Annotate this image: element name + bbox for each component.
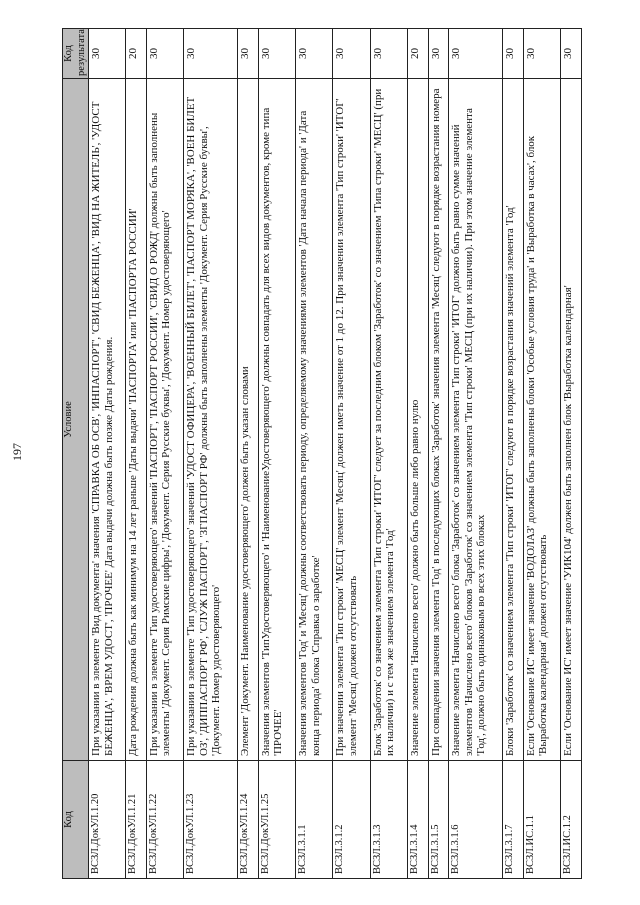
row-result-code: 20: [408, 29, 429, 79]
table-row: [523, 29, 560, 879]
row-result-code: 30: [146, 29, 183, 79]
row-code: ВСЗЛ.3.1.4: [408, 761, 429, 879]
row-result-code: 30: [449, 29, 503, 79]
row-result-code: 30: [89, 29, 126, 79]
table-row: [333, 29, 370, 879]
table-row: [184, 29, 238, 879]
row-condition: При значении элемента 'Тип строки' 'МЕСЦ' элемент 'Месяц' должен иметь значение от 1 до 12. При значении элемента 'Тип строки' 'ИТОГ' элемент 'Месяц' должен отсутствовать: [333, 79, 370, 761]
row-condition: При указании в элементе 'Вид документа' значения 'СПРАВКА ОБ ОСВ', 'ИНПАСПОРТ', 'СВИД БЕЖЕНЦА', 'ВИД НА ЖИТЕЛЬ', 'УДОСТ БЕЖЕНЦА', 'ВРЕМ УДОСТ', 'ПРОЧЕЕ' Дата выдачи должна быть позже Даты рождения.: [89, 79, 126, 761]
row-code: ВСЗЛ.ДокУЛ.1.20: [89, 761, 126, 879]
row-result-code: 30: [428, 29, 449, 79]
header-result-code: Код результата: [63, 29, 89, 79]
row-code: ВСЗЛ.3.1.3: [370, 761, 407, 879]
table-row: [561, 29, 582, 879]
row-code: ВСЗЛ.ИС.1.1: [523, 761, 560, 879]
table-row: [408, 29, 429, 879]
row-condition: Значение элемента 'Начислено всего' блока 'Заработок' со значением элемента 'Тип строки' 'ИТОГ' должно быть равно сумме значений элементов 'Начислено всего' блоков 'Заработок' со значением элемента 'Тип строки' МЕСЦ (при их наличии). При этом значение элемента 'Год', должно быть одинаковым во всех этих блоках: [449, 79, 503, 761]
table-row: [258, 29, 295, 879]
row-condition: При указании в элементе 'Тип удостоверяющего' значений 'ПАСПОРТ', 'ПАСПОРТ РОССИИ', 'СВИД О РОЖД' должны быть заполнены элементы 'Документ. Серия Римские цифры', 'Документ. Серия Русские буквы', 'Документ. Номер удостоверяющего': [146, 79, 183, 761]
row-code: ВСЗЛ.3.1.1: [296, 761, 333, 879]
row-result-code: 30: [503, 29, 524, 79]
row-result-code: 20: [126, 29, 147, 79]
row-code: ВСЗЛ.ИС.1.2: [561, 761, 582, 879]
row-result-code: 30: [523, 29, 560, 79]
row-condition: Элемент 'Документ. Наименование удостоверяющего' должен быть указан словами: [238, 79, 259, 761]
row-condition: Значение элемента 'Начислено всего' должно быть больше либо равно нулю: [408, 79, 429, 761]
row-code: ВСЗЛ.ДокУЛ.1.22: [146, 761, 183, 879]
table-row: [428, 29, 449, 879]
table-row: [503, 29, 524, 879]
row-result-code: 30: [296, 29, 333, 79]
rotated-table-container: [62, 29, 582, 879]
row-result-code: 30: [184, 29, 238, 79]
header-condition: Условие: [63, 79, 89, 761]
row-code: ВСЗЛ.ДокУЛ.1.21: [126, 761, 147, 879]
row-code: ВСЗЛ.3.1.7: [503, 761, 524, 879]
row-code: ВСЗЛ.3.1.5: [428, 761, 449, 879]
row-condition: Дата рождения должна быть как минимум на 14 лет раньше 'Даты выдачи' 'ПАСПОРТА' или 'ПАСПОРТА РОССИИ': [126, 79, 147, 761]
table-header-row: [63, 29, 89, 879]
row-result-code: 30: [370, 29, 407, 79]
header-code: Код: [63, 761, 89, 879]
table-row: [146, 29, 183, 879]
table-row: [126, 29, 147, 879]
row-condition: Блоки 'Заработок' со значением элемента 'Тип строки' 'ИТОГ' следуют в порядке возрастания значений элемента 'Год': [503, 79, 524, 761]
row-condition: Если 'Основание ИС' имеет значение 'УИК104' должен быть заполнен блок 'Выработка календарная': [561, 79, 582, 761]
row-condition: Значения элементов 'ТипУдостоверяющего' и 'НаименованиеУдостоверяющего' должны совпадать для всех видов документов, кроме типа 'ПРОЧЕЕ': [258, 79, 295, 761]
row-result-code: 30: [238, 29, 259, 79]
row-condition: Значения элементов 'Год' и 'Месяц' должны соответствовать периоду, определяемому значениями элементов 'Дата начала периода' и 'Дата конца периода' блока 'Справка о заработке': [296, 79, 333, 761]
table-row: [89, 29, 126, 879]
table-row: [296, 29, 333, 879]
row-code: ВСЗЛ.ДокУЛ.1.23: [184, 761, 238, 879]
row-condition: Блок 'Заработок' со значением элемента 'Тип строки' 'ИТОГ' следует за последним блоком 'Заработок' со значением 'Типа строки' 'МЕСЦ' (при их наличии) и с тем же значением элемента 'Год': [370, 79, 407, 761]
row-result-code: 30: [333, 29, 370, 79]
row-condition: При указании в элементе 'Тип удостоверяющего' значений 'УДОСТ ОФИЦЕРА', 'ВОЕННЫЙ БИЛЕТ', 'ПАСПОРТ МОРЯКА', 'ВОЕН БИЛЕТ ОЗ', 'ДИППАСПОРТ РФ', 'СЛУЖ ПАСПОРТ', 'ЗГПАСПОРТ РФ' должны быть заполнены элементы 'Документ. Серия Русские буквы', 'Документ. Номер удостоверяющего': [184, 79, 238, 761]
row-result-code: 30: [561, 29, 582, 79]
row-code: ВСЗЛ.3.1.6: [449, 761, 503, 879]
row-code: ВСЗЛ.ДокУЛ.1.24: [238, 761, 259, 879]
table-row: [449, 29, 503, 879]
table-row: [238, 29, 259, 879]
conditions-table: [62, 28, 582, 879]
row-condition: Если 'Основание ИС' имеет значение 'ВОДОЛАЗ' должны быть заполнены блоки 'Особые условия труда' и 'Выработка в часах', блок 'Выработка календарная' должен отсутствовать: [523, 79, 560, 761]
table-row: [370, 29, 407, 879]
row-result-code: 30: [258, 29, 295, 79]
page-number: 197: [10, 443, 24, 461]
row-code: ВСЗЛ.3.1.2: [333, 761, 370, 879]
row-condition: При совпадении значения элемента 'Год' в последующих блоках 'Заработок' значения элемента 'Месяц' следуют в порядке возрастания номера: [428, 79, 449, 761]
row-code: ВСЗЛ.ДокУЛ.1.25: [258, 761, 295, 879]
